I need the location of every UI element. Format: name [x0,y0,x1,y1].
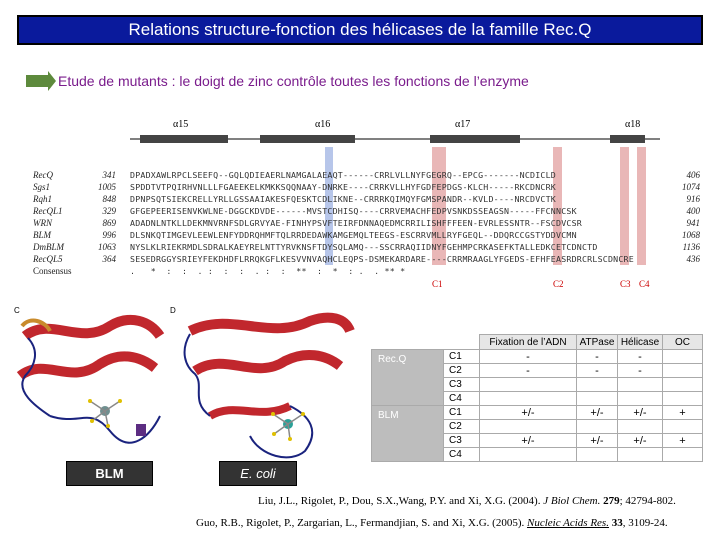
seq-end: 1074 [682,182,700,192]
seq-end: 1068 [682,230,700,240]
cys-label-c4: C4 [639,279,650,289]
mutant-function-table [371,334,703,462]
col-header: ATPase [577,335,618,350]
table-cell: - [618,364,663,378]
seq-name: Rqh1 [33,194,52,204]
helix-label-a15: α15 [173,119,189,130]
mutant-label: C1 [444,406,480,420]
table-cell [577,392,618,406]
seq-end: 400 [686,206,700,216]
helix-label-a18: α18 [625,119,641,130]
table-cell [663,378,703,392]
table-corner [444,335,480,350]
mutant-label: C2 [444,364,480,378]
seq-name: DmBLM [33,242,64,252]
ref-volume: 33 [608,517,623,529]
seq-text: DLSNKQTIMGEVLEEWLENFYDDRQHMFTQLRRDEDAWKAMGEMQLTEEGS-ESCRRVMLLRYFGEQL--DDQRCCGSTYDDVCMN [130,230,577,240]
table-cell [663,420,703,434]
seq-name: Sgs1 [33,182,51,192]
badge-blm: BLM [66,461,153,486]
helix-label-a17: α17 [455,119,471,130]
helix-label-a16: α16 [315,119,331,130]
table-cell [618,448,663,462]
consensus-label: Consensus [33,266,72,276]
table-cell: +/- [618,434,663,448]
ref-authors: Guo, R.B., Rigolet, P., Zargarian, L., Fermandjian, S. and Xi, X.G. (2005). [196,517,527,529]
table-cell: - [577,364,618,378]
group-label-recq: Rec.Q [372,350,444,406]
cys-label-c2: C2 [553,279,564,289]
table-cell [618,420,663,434]
ref-volume: 279 [600,495,620,507]
table-cell: +/- [577,406,618,420]
table-cell [577,378,618,392]
table-cell [480,420,577,434]
ref-pages: , 3109-24. [622,517,668,529]
subtitle: Etude de mutants : le doigt de zinc contrôle toutes les fonctions de l’enzyme [58,73,529,89]
seq-text: NYSLKLRIEKRMDLSDRALKAEYRELNTTYRVKNSFTDYSQLAMQ---SSCRRAQIIDNYFGEHMPCRKASEFKTALLEDKCETCDNCTD [130,242,598,252]
table-cell [480,392,577,406]
panel-letter-d: D [170,306,176,315]
table-cell [577,448,618,462]
ref-authors: Liu, J.L., Rigolet, P., Dou, S.X.,Wang, P.Y. and Xi, X.G. (2004). [258,495,544,507]
table-cell [663,350,703,364]
reference-1 [258,495,676,507]
consensus-line: . * : : . : : : . : : ** : * : . . ** * [130,266,406,276]
col-header: Hélicase [618,335,663,350]
seq-text: GFGEPEERISENVKWLNE-DGGCKDVDE------MVSTCDHISQ----CRRVEMACHFEDPVSNKDSSEAGSN-----FFCNNCSK [130,206,577,216]
seq-text: DPNPSQTSIEKCRELLYRLLGSSAAIAKESFQESKTCDLIKNE--CRRRKQIMQYFGMSPANDR--KVLD----NRCDVCTK [130,194,557,204]
subtitle-row [26,71,529,91]
table-cell [480,378,577,392]
seq-name: RecQ [33,170,53,180]
mutant-label: C4 [444,392,480,406]
seq-start: 341 [102,170,116,180]
mutant-label: C4 [444,448,480,462]
cys-label-c3: C3 [620,279,631,289]
table-cell: - [480,350,577,364]
seq-start: 996 [102,230,116,240]
protein-structure-blm-image [10,306,170,466]
table-cell: +/- [480,434,577,448]
seq-start: 364 [102,254,116,264]
seq-start: 1005 [98,182,116,192]
ref-pages: ; 42794-802. [619,495,676,507]
seq-name: BLM [33,230,51,240]
seq-text: DPADXAWLRPCLSEEFQ--GQLQDIEAERLNAMGALAEAQT------CRRLVLLNYFGEGRQ--EPCG-------NCDICLD [130,170,557,180]
table-cell: + [663,434,703,448]
seq-start: 848 [102,194,116,204]
mutant-label: C2 [444,420,480,434]
table-cell: - [618,350,663,364]
cys-label-c1: C1 [432,279,443,289]
seq-text: SESEDRGGYSRIEYFEKDHDFLRRQKGFLKESVVNVAQHCLEQPS-DSMEKARDARE----CRRMRAAGLYFGEDS-EFHFEASRDRCRLSCDNCRE [130,254,634,264]
seq-end: 1136 [682,242,700,252]
table-cell [618,378,663,392]
table-cell [577,420,618,434]
highlight-column-c3 [620,147,629,265]
col-header: OC [663,335,703,350]
seq-end: 941 [686,218,700,228]
seq-name: WRN [33,218,52,228]
table-cell: +/- [480,406,577,420]
badge-ecoli: E. coli [219,461,297,486]
seq-end: 406 [686,170,700,180]
table-corner [372,335,444,350]
mutant-label: C1 [444,350,480,364]
group-label-blm: BLM [372,406,444,462]
ref-journal: J Biol Chem. [543,495,601,507]
seq-start: 869 [102,218,116,228]
seq-name: RecQL5 [33,254,63,264]
highlight-column-c4 [637,147,646,265]
col-header: Fixation de l’ADN [480,335,577,350]
seq-text: ADADNLNTKLLDEKMNVRNFSDLGRVYAE-FINHYPSVFTEIRFDNNAQEDMCRRILISHFFFEEN-EVRLESSNTR--FSCDVCSR [130,218,582,228]
protein-structure-ecoli-image [170,306,355,466]
table-cell: +/- [618,406,663,420]
arrow-right-icon [26,75,48,87]
seq-end: 436 [686,254,700,264]
ref-journal: Nucleic Acids Res. [526,517,609,529]
table-cell [663,448,703,462]
table-cell: +/- [577,434,618,448]
seq-end: 916 [686,194,700,204]
secondary-structure-bar [130,133,660,145]
seq-text: SPDDTVTPQIRHVNLLLFGAEEKELKMKKSQQNAAY-DNRKE----CRRKVLLHYFGDFEPDGS-KLCH-----RKCDNCRK [130,182,557,192]
table-cell [618,392,663,406]
panel-letter-c: C [14,306,20,315]
mutant-label: C3 [444,434,480,448]
table-cell [480,448,577,462]
table-cell: + [663,406,703,420]
seq-name: RecQL1 [33,206,63,216]
table-cell [663,392,703,406]
slide-title: Relations structure-fonction des hélicases de la famille Rec.Q [17,15,703,45]
table-cell [663,364,703,378]
mutant-label: C3 [444,378,480,392]
table-cell: - [577,350,618,364]
table-cell: - [480,364,577,378]
reference-2 [196,517,668,529]
seq-start: 1063 [98,242,116,252]
seq-start: 329 [102,206,116,216]
